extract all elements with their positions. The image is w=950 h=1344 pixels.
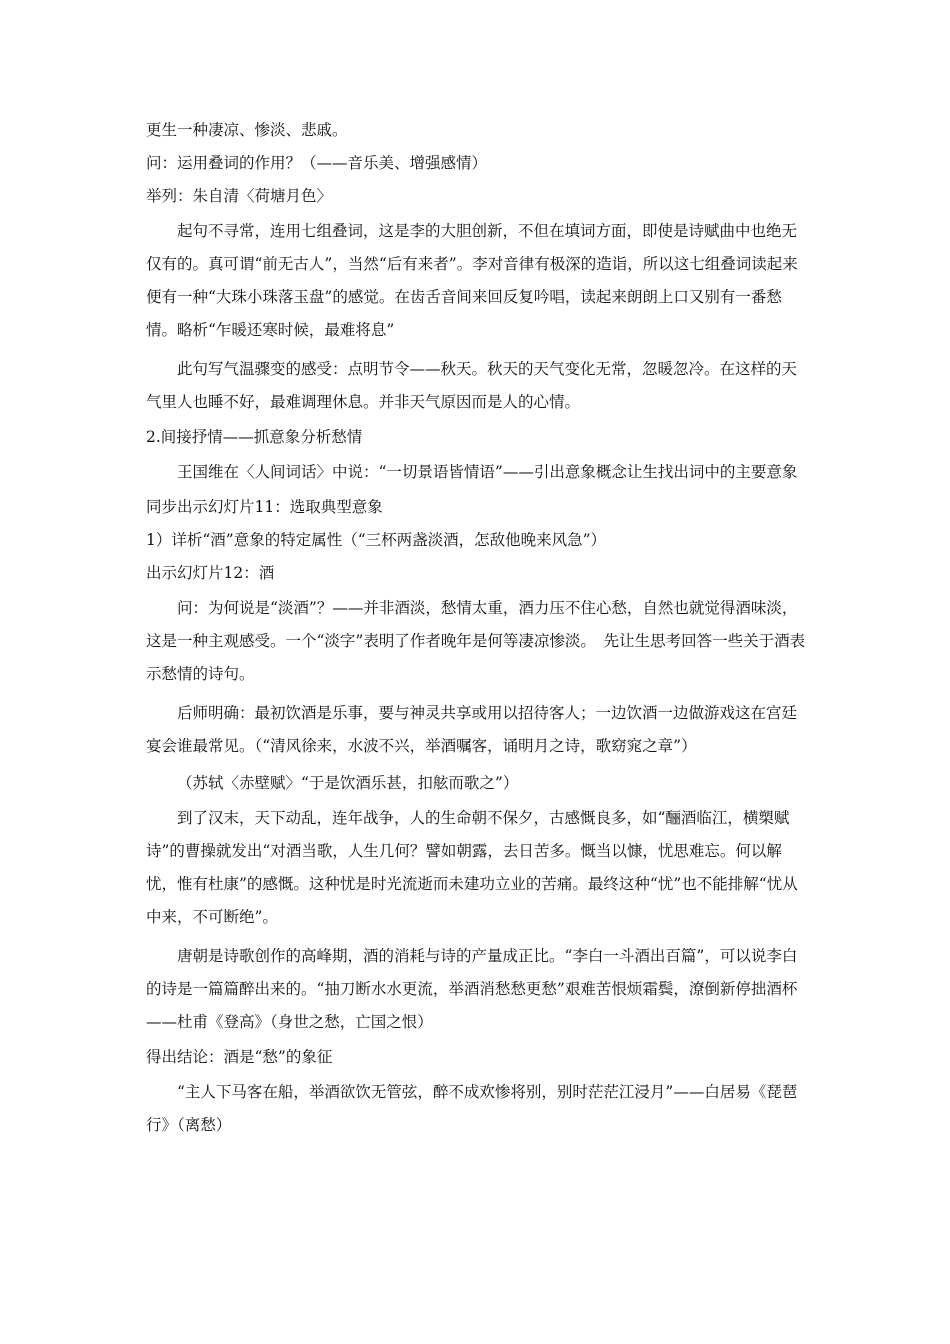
section-heading-indirect-lyric: 2.间接抒情——抓意象分析愁情 <box>146 428 363 446</box>
paragraph-14: 到了汉末，天下动乱，连年战争，人的生命朝不保夕，古感慨良多，如“酾酒临江，横槊赋诗”的曹操就发出“对酒当歌，人生几何？譬如朝露，去日苦多。慨当以慷，忧思难忘。何以解忧，惟有杜康”的感慨。这种忧是时光流逝而未建功立业的苦痛。最终这种“忧”也不能排解“忧从中来，不可断绝”。 <box>146 809 798 926</box>
paragraph-2: 问：运用叠词的作用？（——音乐美、增强感情） <box>146 154 488 172</box>
document-body <box>146 118 810 1142</box>
paragraph-9: 1）详析“酒”意象的特定属性（“三杯两盏淡酒，怎敌他晚来风急”） <box>146 531 607 549</box>
paragraph-1: 更生一种凄凉、惨淡、悲戚。 <box>146 121 348 139</box>
paragraph-16: 得出结论：酒是“愁”的象征 <box>146 1048 333 1066</box>
paragraph-4: 起句不寻常，连用七组叠词，这是李的大胆创新，不但在填词方面，即使是诗赋曲中也绝无仅有的。真可谓“前无古人”，当然“后有来者”。李对音律有极深的造诣，所以这七组叠词读起来便有一种“大珠小珠落玉盘”的感觉。在齿舌音间来回反复吟唱，读起来朗朗上口又别有一番愁情。略析“乍暖还寒时候，最难将息” <box>146 222 798 339</box>
paragraph-12: 后师明确：最初饮酒是乐事，要与神灵共享或用以招待客人；一边饮酒一边做游戏这在宫廷宴会谁最常见。（“清风徐来，水波不兴，举酒嘱客，诵明月之诗，歌窈窕之章”） <box>146 704 798 755</box>
paragraph-11: 问：为何说是“淡酒”？——并非酒淡，愁情太重，酒力压不住心愁，自然也就觉得酒味淡，这是一种主观感受。一个“淡字”表明了作者晚年是何等凄凉惨淡。 先让生思考回答一些关于酒表示愁情的诗句。 <box>146 599 806 683</box>
paragraph-10: 出示幻灯片12：酒 <box>146 564 275 582</box>
paragraph-7: 王国维在〈人间词话〉中说：“一切景语皆情语”——引出意象概念让生找出词中的主要意象 <box>177 463 798 481</box>
paragraph-3: 举列：朱自清〈荷塘月色〉 <box>146 187 333 205</box>
paragraph-8: 同步出示幻灯片11：选取典型意象 <box>146 498 383 516</box>
paragraph-5: 此句写气温骤变的感受：点明节令——秋天。秋天的天气变化无常，忽暖忽冷。在这样的天气里人也睡不好，最难调理休息。并非天气原因而是人的心情。 <box>146 360 798 411</box>
paragraph-15: 唐朝是诗歌创作的高峰期，酒的消耗与诗的产量成正比。“李白一斗酒出百篇”，可以说李白的诗是一篇篇醉出来的。“抽刀断水水更流，举酒消愁愁更愁”艰难苦恨烦霜鬓，潦倒新停拙酒杯——杜甫《登高》（身世之愁，亡国之恨） <box>146 947 798 1031</box>
paragraph-17: “主人下马客在船，举酒欲饮无管弦，醉不成欢惨将别，别时茫茫江浸月”——白居易《琵琶行》（离愁） <box>146 1083 798 1134</box>
paragraph-13: （苏轼〈赤壁赋〉“于是饮酒乐甚，扣舷而歌之”） <box>177 774 519 792</box>
